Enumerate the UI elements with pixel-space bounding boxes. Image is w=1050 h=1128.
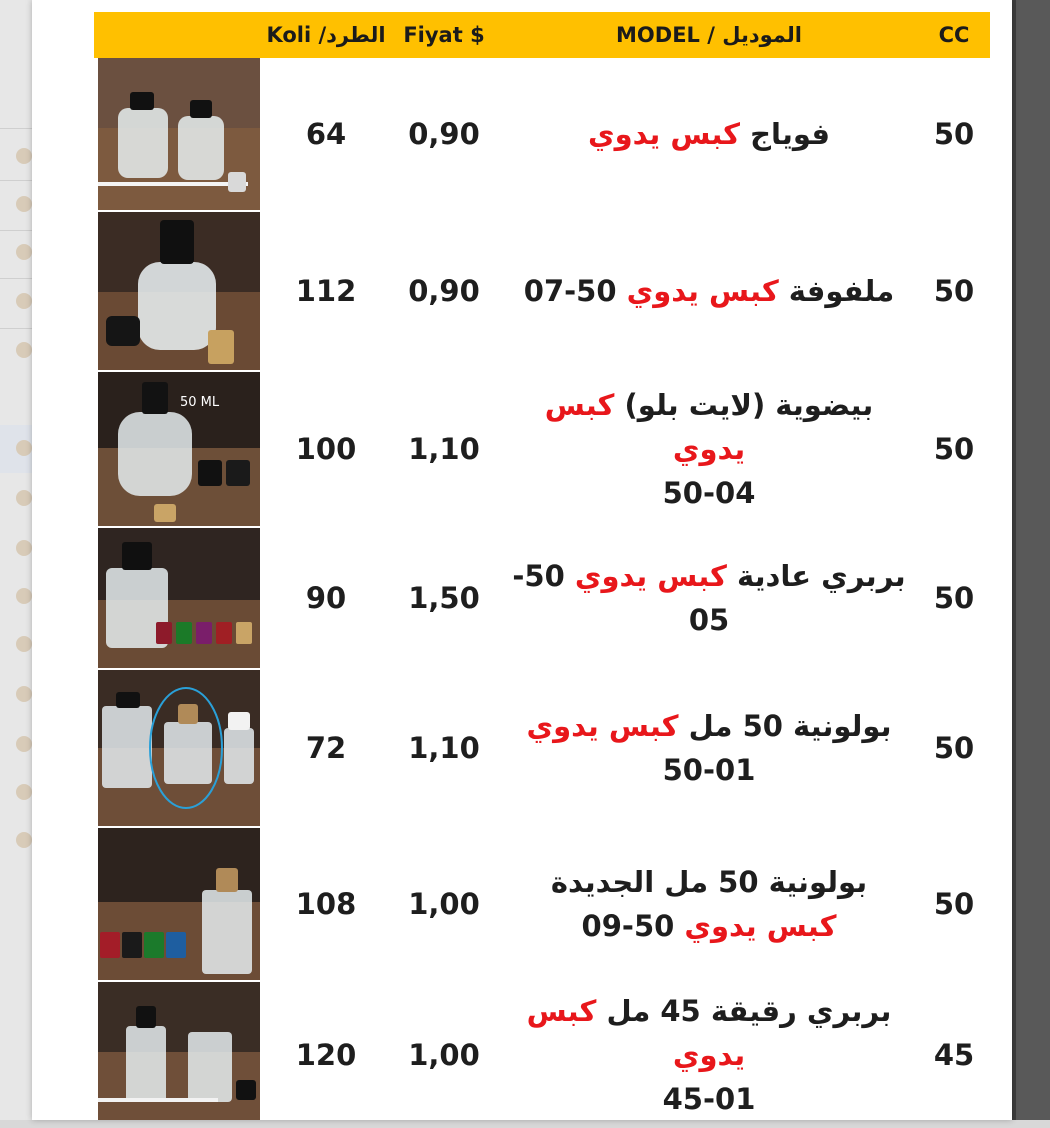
koli-value: 108 <box>295 887 357 921</box>
price-value: 1,00 <box>408 887 480 921</box>
price-value: 1,10 <box>408 432 480 466</box>
model-plain: ملفوفة <box>788 274 895 308</box>
model-plain: بربري رقيقة 45 مل <box>606 994 892 1028</box>
background-avatar <box>16 244 32 260</box>
koli-value: 72 <box>305 731 347 765</box>
model-plain: بربري عادية <box>737 559 906 593</box>
viewer-right-edge <box>1012 0 1050 1120</box>
product-photo <box>98 58 260 210</box>
table-row <box>94 670 990 826</box>
table-row <box>94 528 990 668</box>
table-row <box>94 58 990 210</box>
model-plain: بولونية 50 مل <box>688 709 892 743</box>
model-code: 50-09 <box>581 909 675 943</box>
background-avatar <box>16 588 32 604</box>
background-avatar <box>16 342 32 358</box>
product-photo <box>98 528 260 668</box>
background-avatar <box>16 196 32 212</box>
table-row <box>94 372 990 526</box>
koli-value: 100 <box>295 432 357 466</box>
cc-value: 50 <box>933 117 975 151</box>
price-value: 1,10 <box>408 731 480 765</box>
model-name <box>504 982 914 1128</box>
background-avatar <box>16 784 32 800</box>
model-red: كبس يدوي <box>526 709 679 743</box>
model-red: كبس يدوي <box>626 274 779 308</box>
background-avatar <box>16 440 32 456</box>
model-code: 45-01 <box>662 1082 756 1116</box>
header-model: MODEL / الموديل <box>616 23 802 47</box>
table-header <box>94 12 990 58</box>
background-avatar <box>16 540 32 556</box>
model-red: كبس يدوي <box>588 117 741 151</box>
background-avatar <box>16 293 32 309</box>
model-name <box>504 528 914 668</box>
model-plain: فوياج <box>750 117 831 151</box>
product-photo <box>98 982 260 1120</box>
cc-value: 50 <box>933 581 975 615</box>
cc-value: 45 <box>933 1038 975 1072</box>
background-avatar <box>16 490 32 506</box>
background-avatar <box>16 148 32 164</box>
price-value: 1,00 <box>408 1038 480 1072</box>
background-avatar <box>16 736 32 752</box>
cc-value: 50 <box>933 274 975 308</box>
koli-value: 64 <box>305 117 347 151</box>
model-plain: بولونية 50 مل الجديدة <box>550 865 868 899</box>
model-plain: بيضوية (لايت بلو) <box>624 388 874 422</box>
photo-label: 50 ML <box>180 395 220 410</box>
model-name <box>504 828 914 980</box>
cc-value: 50 <box>933 887 975 921</box>
koli-value: 112 <box>295 274 357 308</box>
header-cc: CC <box>938 23 970 47</box>
model-name <box>504 212 914 370</box>
model-red: كبس يدوي <box>574 559 727 593</box>
price-value: 0,90 <box>408 274 480 308</box>
model-code: 50-04 <box>662 476 756 510</box>
cc-value: 50 <box>933 432 975 466</box>
model-code: 50-05 <box>512 559 730 637</box>
model-red: كبس يدوي <box>544 388 746 466</box>
model-code: 50-07 <box>523 274 617 308</box>
koli-value: 90 <box>305 581 347 615</box>
background-avatar <box>16 832 32 848</box>
product-photo <box>98 212 260 370</box>
model-code: 50-01 <box>662 753 756 787</box>
product-photo <box>98 372 260 526</box>
table-row <box>94 828 990 980</box>
table-row <box>94 212 990 370</box>
model-name <box>504 58 914 210</box>
model-red: كبس يدوي <box>684 909 837 943</box>
model-red: كبس يدوي <box>526 994 746 1072</box>
cc-value: 50 <box>933 731 975 765</box>
price-value: 1,50 <box>408 581 480 615</box>
header-koli: Koli /الطرد <box>266 23 386 47</box>
background-avatar <box>16 686 32 702</box>
product-photo <box>98 828 260 980</box>
model-name <box>504 670 914 826</box>
koli-value: 120 <box>295 1038 357 1072</box>
product-photo <box>98 670 260 826</box>
model-name <box>504 372 914 526</box>
table-row <box>94 982 990 1120</box>
header-price: Fiyat $ <box>403 23 485 47</box>
background-avatar <box>16 636 32 652</box>
price-value: 0,90 <box>408 117 480 151</box>
